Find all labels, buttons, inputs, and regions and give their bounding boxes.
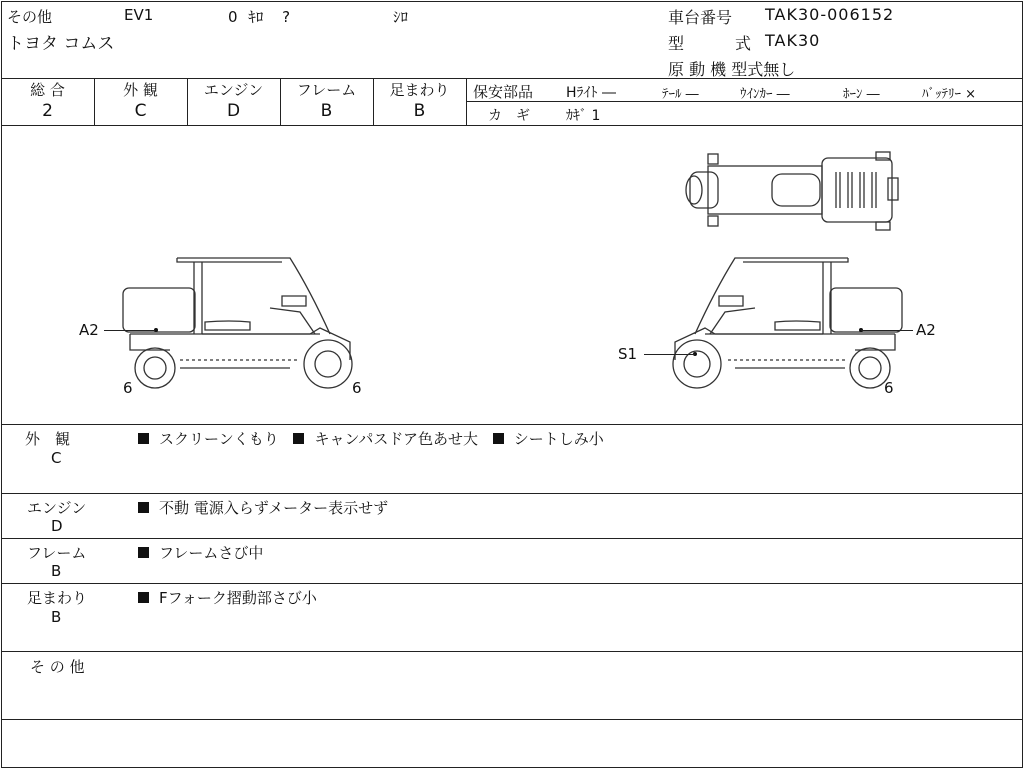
grade-engine (187, 79, 280, 121)
remarks-line-2 (1, 538, 1023, 539)
grade-suspension (373, 79, 466, 121)
remarks-line-5 (1, 719, 1023, 720)
engine-type-label: 原 動 機 型式 (668, 60, 764, 79)
chassis-label: 車台番号 (668, 8, 733, 27)
bullet-icon (138, 433, 149, 444)
right-a2-leader (861, 330, 913, 331)
bullet-icon (138, 592, 149, 603)
safety-winker: ｳｲﾝｶｰ ― (740, 87, 790, 102)
remarks-engine-label: エンジン (27, 499, 87, 517)
remarks-engine-items (138, 497, 388, 518)
grade-exterior-value: C (134, 101, 147, 121)
bullet-icon (138, 547, 149, 558)
safety-headlight: Hﾗｲﾄ ― (566, 85, 616, 101)
bullet-icon (293, 433, 304, 444)
bullet-icon (138, 502, 149, 513)
grade-frame (280, 79, 373, 121)
grade-overall-label: 総 合 (30, 81, 65, 99)
chassis-number: TAK30-006152 (765, 5, 895, 24)
grade-frame-value: B (320, 101, 333, 121)
mileage (228, 6, 290, 27)
engine-type-value: 無し (763, 60, 796, 79)
remarks-line-4 (1, 651, 1023, 652)
grade-frame-label: フレーム (296, 81, 357, 99)
type-label-2: 式 (735, 34, 752, 53)
remarks-exterior-label: 外 観 (25, 430, 71, 448)
remark-item: シートしみ小 (513, 430, 604, 448)
remarks-line-3 (1, 583, 1023, 584)
remark-item: スクリーンくもり (159, 430, 279, 448)
mileage-unit: ｷﾛ (248, 8, 264, 26)
right-mark-s1: S1 (618, 345, 638, 363)
color-text: ｼﾛ (393, 8, 409, 26)
remark-item: キャンパスドア色あせ大 (314, 430, 478, 448)
safety-label: 保安部品 (473, 83, 534, 101)
safety-horn: ﾎｰﾝ ― (843, 87, 880, 102)
remarks-suspension-label: 足まわり (27, 589, 88, 607)
remark-item: 不動 電源入らずメーター表示せず (159, 499, 389, 517)
remarks-other-label: そ の 他 (30, 658, 85, 676)
right-mark-a2: A2 (916, 321, 936, 339)
grade-engine-value: D (226, 101, 241, 121)
vehicle-right-view (655, 250, 915, 390)
vehicle-top-view (680, 152, 910, 232)
vehicle-name: トヨタ コムス (7, 34, 115, 54)
mileage-value: 0 (228, 8, 238, 26)
vehicle-left-view (110, 250, 370, 390)
type-label-1: 型 (668, 34, 685, 53)
remark-item: Fフォーク摺動部さび小 (159, 589, 317, 607)
remarks-frame-grade: B (51, 562, 62, 580)
left-mark-tire-front: 6 (123, 379, 133, 397)
left-a2-leader (104, 330, 154, 331)
grade-engine-label: エンジン (203, 81, 264, 99)
grade-exterior-label: 外 観 (123, 81, 158, 99)
remarks-exterior-grade: C (51, 449, 62, 467)
remarks-frame-items (138, 542, 263, 563)
remarks-frame-label: フレーム (27, 544, 87, 562)
bullet-icon (493, 433, 504, 444)
grade-divider (466, 78, 467, 125)
remarks-suspension-items (138, 587, 317, 608)
key-value: ｶｷﾞ 1 (566, 108, 601, 124)
right-s1-leader (644, 354, 695, 355)
grade-exterior (94, 79, 187, 121)
grade-suspension-value: B (413, 101, 426, 121)
model-code: EV1 (124, 6, 154, 24)
engine-type (668, 57, 795, 80)
diagram-bottom-line (1, 424, 1023, 425)
left-mark-a2: A2 (79, 321, 99, 339)
grade-suspension-label: 足まわり (389, 81, 450, 99)
mileage-note: ? (282, 8, 291, 26)
key-label: カ ギ (488, 108, 530, 124)
remarks-line-1 (1, 493, 1023, 494)
remark-item: フレームさび中 (159, 544, 264, 562)
remarks-engine-grade: D (51, 517, 63, 535)
right-mark-tire: 6 (884, 379, 894, 397)
grade-overall-value: 2 (42, 101, 53, 121)
safety-battery: ﾊﾞｯﾃﾘｰ × (922, 87, 977, 102)
grade-row-bottom-line (1, 125, 1023, 126)
grade-overall (1, 79, 94, 121)
remarks-suspension-grade: B (51, 608, 62, 626)
category-text: その他 (7, 8, 53, 26)
type-value: TAK30 (765, 31, 821, 50)
safety-taillight: ﾃｰﾙ ― (662, 87, 699, 102)
left-mark-tire-rear: 6 (352, 379, 362, 397)
remarks-exterior-items (138, 428, 604, 449)
